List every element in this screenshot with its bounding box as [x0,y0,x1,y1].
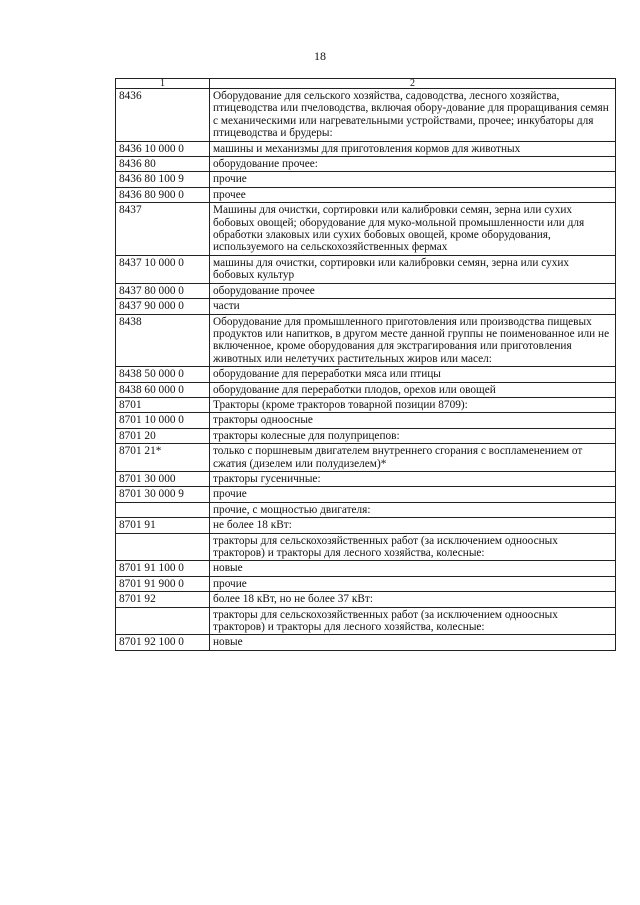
code-cell: 8701 91 [116,518,210,533]
page-number: 18 [314,49,326,63]
description-cell: машины и механизмы для приготовления кормов для животных [210,141,616,156]
table-row [116,157,616,172]
code-cell: 8701 92 100 0 [116,635,210,650]
code-cell: 8436 80 100 9 [116,172,210,187]
code-cell [116,502,210,517]
code-cell: 8701 30 000 [116,471,210,486]
code-cell: 8436 [116,89,210,142]
description-cell: тракторы колесные для полуприцепов: [210,428,616,443]
description-cell: новые [210,635,616,650]
table-row [116,592,616,607]
description-cell: не более 18 кВт: [210,518,616,533]
description-cell: тракторы одноосные [210,413,616,428]
description-cell: новые [210,561,616,576]
table-row [116,428,616,443]
table-row [116,487,616,502]
table-row [116,89,616,142]
code-cell: 8437 10 000 0 [116,255,210,283]
code-cell: 8701 10 000 0 [116,413,210,428]
table-row [116,635,616,650]
description-cell: прочие [210,172,616,187]
column-header-1: 1 [116,79,210,89]
description-cell: части [210,299,616,314]
code-cell: 8437 [116,203,210,256]
code-cell: 8437 80 000 0 [116,283,210,298]
table-header-row [116,79,616,89]
table-row [116,299,616,314]
description-cell: прочее [210,187,616,202]
description-cell: оборудование прочее: [210,157,616,172]
table-row [116,382,616,397]
table-row [116,607,616,635]
description-cell: только с поршневым двигателем внутреннего сгорания с воспламенением от сжатия (дизелем или полудизелем)* [210,444,616,472]
column-header-2: 2 [210,79,616,89]
code-cell: 8701 30 000 9 [116,487,210,502]
table-row [116,203,616,256]
table-row [116,141,616,156]
code-cell: 8701 21* [116,444,210,472]
table-row [116,518,616,533]
code-cell: 8436 10 000 0 [116,141,210,156]
description-cell: тракторы для сельскохозяйственных работ (за исключением одноосных тракторов) и тракторы для лесного хозяйства, колесные: [210,533,616,561]
table-row [116,397,616,412]
code-cell: 8438 60 000 0 [116,382,210,397]
description-cell: прочие [210,576,616,591]
table-row [116,444,616,472]
code-cell [116,607,210,635]
table-row [116,187,616,202]
table-row [116,172,616,187]
description-cell: тракторы гусеничные: [210,471,616,486]
code-cell: 8701 20 [116,428,210,443]
code-cell: 8701 91 900 0 [116,576,210,591]
description-cell: Оборудование для промышленного приготовления или производства пищевых продуктов или напитков, в другом месте данной группы не поименованное или не включенное, кроме оборудования для экстрагирования или приготовления животных или нелетучих растительных жиров или масел: [210,314,616,367]
code-cell: 8701 [116,397,210,412]
table-row [116,283,616,298]
table-row [116,314,616,367]
table-row [116,255,616,283]
code-cell: 8701 91 100 0 [116,561,210,576]
code-cell: 8438 [116,314,210,367]
table-row [116,533,616,561]
table-row [116,367,616,382]
code-cell: 8438 50 000 0 [116,367,210,382]
description-cell: Тракторы (кроме тракторов товарной позиции 8709): [210,397,616,412]
table-row [116,561,616,576]
code-cell: 8437 90 000 0 [116,299,210,314]
code-cell: 8436 80 [116,157,210,172]
code-cell: 8436 80 900 0 [116,187,210,202]
description-cell: оборудование для переработки мяса или птицы [210,367,616,382]
description-cell: прочие [210,487,616,502]
table-row [116,471,616,486]
table-row [116,413,616,428]
description-cell: Машины для очистки, сортировки или калибровки семян, зерна или сухих бобовых овощей; оборудование для муко-мольной промышленности или для обработки злаковых или сухих бобовых овощей, кроме оборудования, используемого на сельскохозяйственных фермах [210,203,616,256]
tariff-code-table [115,78,616,651]
description-cell: тракторы для сельскохозяйственных работ (за исключением одноосных тракторов) и тракторы для лесного хозяйства, колесные: [210,607,616,635]
table-row [116,502,616,517]
description-cell: машины для очистки, сортировки или калибровки семян, зерна или сухих бобовых культур [210,255,616,283]
description-cell: оборудование прочее [210,283,616,298]
description-cell: оборудование для переработки плодов, орехов или овощей [210,382,616,397]
table-row [116,576,616,591]
code-cell [116,533,210,561]
description-cell: прочие, с мощностью двигателя: [210,502,616,517]
description-cell: Оборудование для сельского хозяйства, садоводства, лесного хозяйства, птицеводства или пчеловодства, включая обору-дование для проращивания семян с механическими или нагревательными устройствами, прочее; инкубаторы для птицеводства и брудеры: [210,89,616,142]
description-cell: более 18 кВт, но не более 37 кВт: [210,592,616,607]
code-cell: 8701 92 [116,592,210,607]
